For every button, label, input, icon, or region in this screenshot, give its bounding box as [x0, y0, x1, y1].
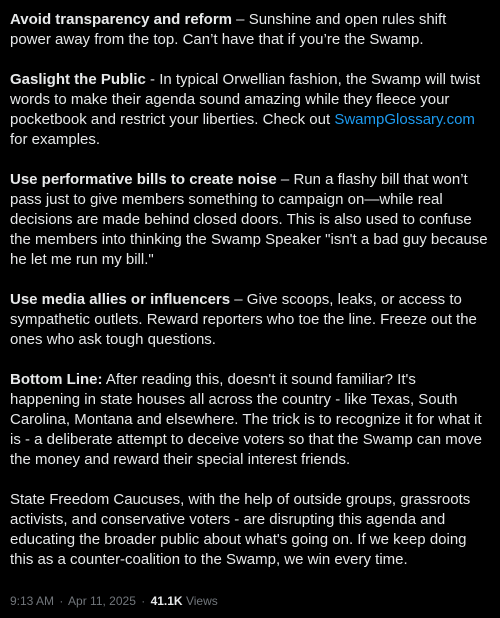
views-link[interactable]	[151, 594, 218, 608]
swamp-glossary-link[interactable]: SwampGlossary.com	[334, 111, 475, 128]
post-paragraph	[10, 170, 490, 270]
meta-separator: ·	[141, 594, 146, 608]
post-paragraph	[10, 490, 490, 570]
paragraph-text: - In typical Orwellian fashion, the Swamp will twist words to make their agenda sound amazing while they fleece your pocketbook and restrict your liberties. Check out	[10, 71, 481, 128]
views-count: 41.1K	[150, 594, 183, 608]
post-meta	[10, 593, 218, 609]
paragraph-heading: Gaslight the Public	[10, 71, 146, 88]
post-timestamp-link[interactable]	[10, 594, 136, 608]
paragraph-text: – Sunshine and open rules shift power away from the top. Can’t have that if you’re the Swamp.	[10, 11, 447, 48]
views-label: Views	[185, 594, 218, 608]
post-paragraph	[10, 10, 490, 50]
paragraph-text: – Run a flashy bill that won’t pass just to give members something to campaign on—while real decisions are made behind closed doors. This is also used to confuse the members into thinking the Swamp Speaker "isn't a bad guy because he let me run my bill."	[10, 171, 488, 268]
paragraph-heading: Use performative bills to create noise	[10, 171, 277, 188]
paragraph-text: After reading this, doesn't it sound familiar? It's happening in state houses all across the country - like Texas, South Carolina, Montana and elsewhere. The trick is to recognize it for what it is - a deliberate attempt to deceive voters so that the Swamp can move the money and reward their special interest friends.	[10, 371, 482, 468]
paragraph-heading: Avoid transparency and reform	[10, 11, 233, 28]
post-time: 9:13 AM	[10, 594, 55, 608]
paragraph-text: State Freedom Caucuses, with the help of outside groups, grassroots activists, and conservative voters - are disrupting this agenda and educating the broader public about what's going on. If we keep doing this as a counter-coalition to the Swamp, we win every time.	[10, 491, 471, 568]
post-paragraph	[10, 370, 490, 470]
post-date: Apr 11, 2025	[68, 594, 136, 608]
paragraph-heading: Bottom Line:	[10, 371, 103, 388]
paragraph-text: – Give scoops, leaks, or access to sympathetic outlets. Reward reporters who toe the line. Freeze out the ones who ask tough questions.	[10, 291, 477, 348]
post-paragraph	[10, 290, 490, 350]
meta-separator: ·	[59, 594, 64, 608]
paragraph-text-after: for examples.	[10, 131, 101, 148]
paragraph-heading: Use media allies or influencers	[10, 291, 231, 308]
post-paragraph	[10, 70, 490, 150]
